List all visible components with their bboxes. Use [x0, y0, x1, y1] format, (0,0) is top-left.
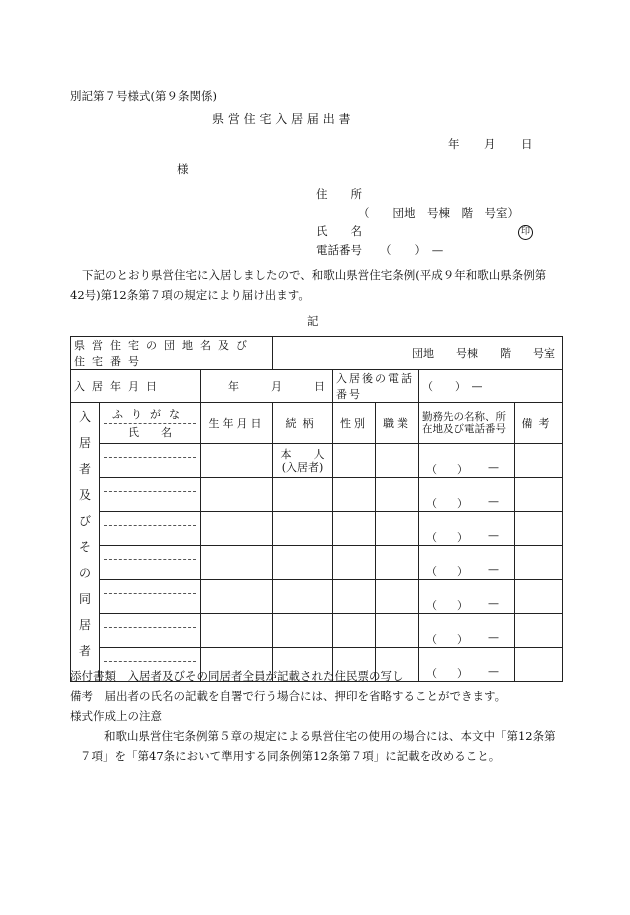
member-row-6	[71, 614, 563, 648]
phone-after-value: （ ） —	[422, 380, 483, 393]
name-column-label: 氏 名	[128, 426, 172, 439]
move-in-row	[71, 370, 563, 403]
work-phone: （ ） —	[426, 461, 500, 476]
date-month: 月	[484, 137, 496, 151]
move-in-day: 日	[314, 380, 326, 393]
member-row-1	[71, 444, 563, 478]
housing-part-kai: 階	[500, 347, 512, 360]
self-label: 本 人	[280, 447, 325, 461]
sex-label: 性別	[340, 417, 369, 430]
move-in-year: 年	[228, 380, 240, 393]
column-header-row	[71, 403, 563, 444]
attachment-note: 添付書類 入居者及びその同居者全員が記載された住民票の写し	[70, 669, 404, 683]
relation-label: 続柄	[285, 417, 320, 430]
instruction-text: 和歌山県営住宅条例第５章の規定による県営住宅の使用の場合には、本文中「第12条第７項」を「第47条において準用する同条例第12条第７項」に記載を改めること。	[80, 729, 556, 763]
move-in-month: 月	[271, 380, 283, 393]
name-label: 氏 名	[316, 224, 362, 238]
work-phone: （ ） —	[426, 631, 500, 646]
birth-label: 生年月日	[208, 417, 265, 430]
work-label: 勤務先の名称、所在地及び電話番号	[422, 411, 507, 435]
member-row-5	[71, 580, 563, 614]
move-in-label: 入居年月日	[74, 380, 164, 393]
work-phone: （ ） —	[426, 597, 500, 612]
phone-format: （ ） —	[380, 243, 444, 257]
remarks-label: 備考	[521, 417, 556, 430]
work-phone: （ ） —	[426, 665, 500, 680]
seal-mark: 印	[518, 225, 533, 240]
remarks-note: 備考 届出者の氏名の記載を自署で行う場合には、押印を省略することができます。	[70, 689, 507, 703]
member-row-3	[71, 512, 563, 546]
housing-part-goushitsu: 号室	[533, 347, 556, 360]
ki-mark: 記	[307, 314, 319, 328]
form-title: 県 営 住 宅 入 居 届 出 書	[212, 112, 351, 126]
addressee-suffix: 様	[177, 162, 189, 176]
phone-label: 電話番号	[316, 243, 362, 257]
furigana-label: ふりがな	[104, 404, 196, 424]
phone-after-label: 入居後の電話番号	[336, 372, 415, 401]
housing-part-gotou: 号棟	[456, 347, 479, 360]
work-phone: （ ） —	[426, 529, 500, 544]
instruction-heading: 様式作成上の注意	[70, 709, 162, 723]
work-phone: （ ） —	[426, 495, 500, 510]
housing-part-danchi: 団地	[412, 347, 435, 360]
residence-table	[70, 336, 563, 682]
side-label: 入 居 者 及 び そ の 同 居 者	[78, 409, 91, 658]
member-row-4	[71, 546, 563, 580]
occupation-label: 職業	[383, 417, 412, 430]
work-phone: （ ） —	[426, 563, 500, 578]
self-sub: (入居者)	[281, 460, 324, 474]
date-day: 日	[521, 137, 533, 151]
member-row-2	[71, 478, 563, 512]
address-label: 住 所	[316, 187, 362, 201]
date-year: 年	[448, 137, 460, 151]
housing-label: 県営住宅の団地名及び住宅番号	[74, 339, 254, 368]
address-detail: （ 団地 号棟 階 号室）	[358, 206, 519, 220]
body-paragraph: 下記のとおり県営住宅に入居しましたので、和歌山県営住宅条例(平成９年和歌山県条例第42号)第12条第７項の規定により届け出ます。	[70, 268, 547, 302]
housing-row	[71, 337, 563, 370]
form-label: 別記第７号様式(第９条関係)	[70, 89, 217, 103]
